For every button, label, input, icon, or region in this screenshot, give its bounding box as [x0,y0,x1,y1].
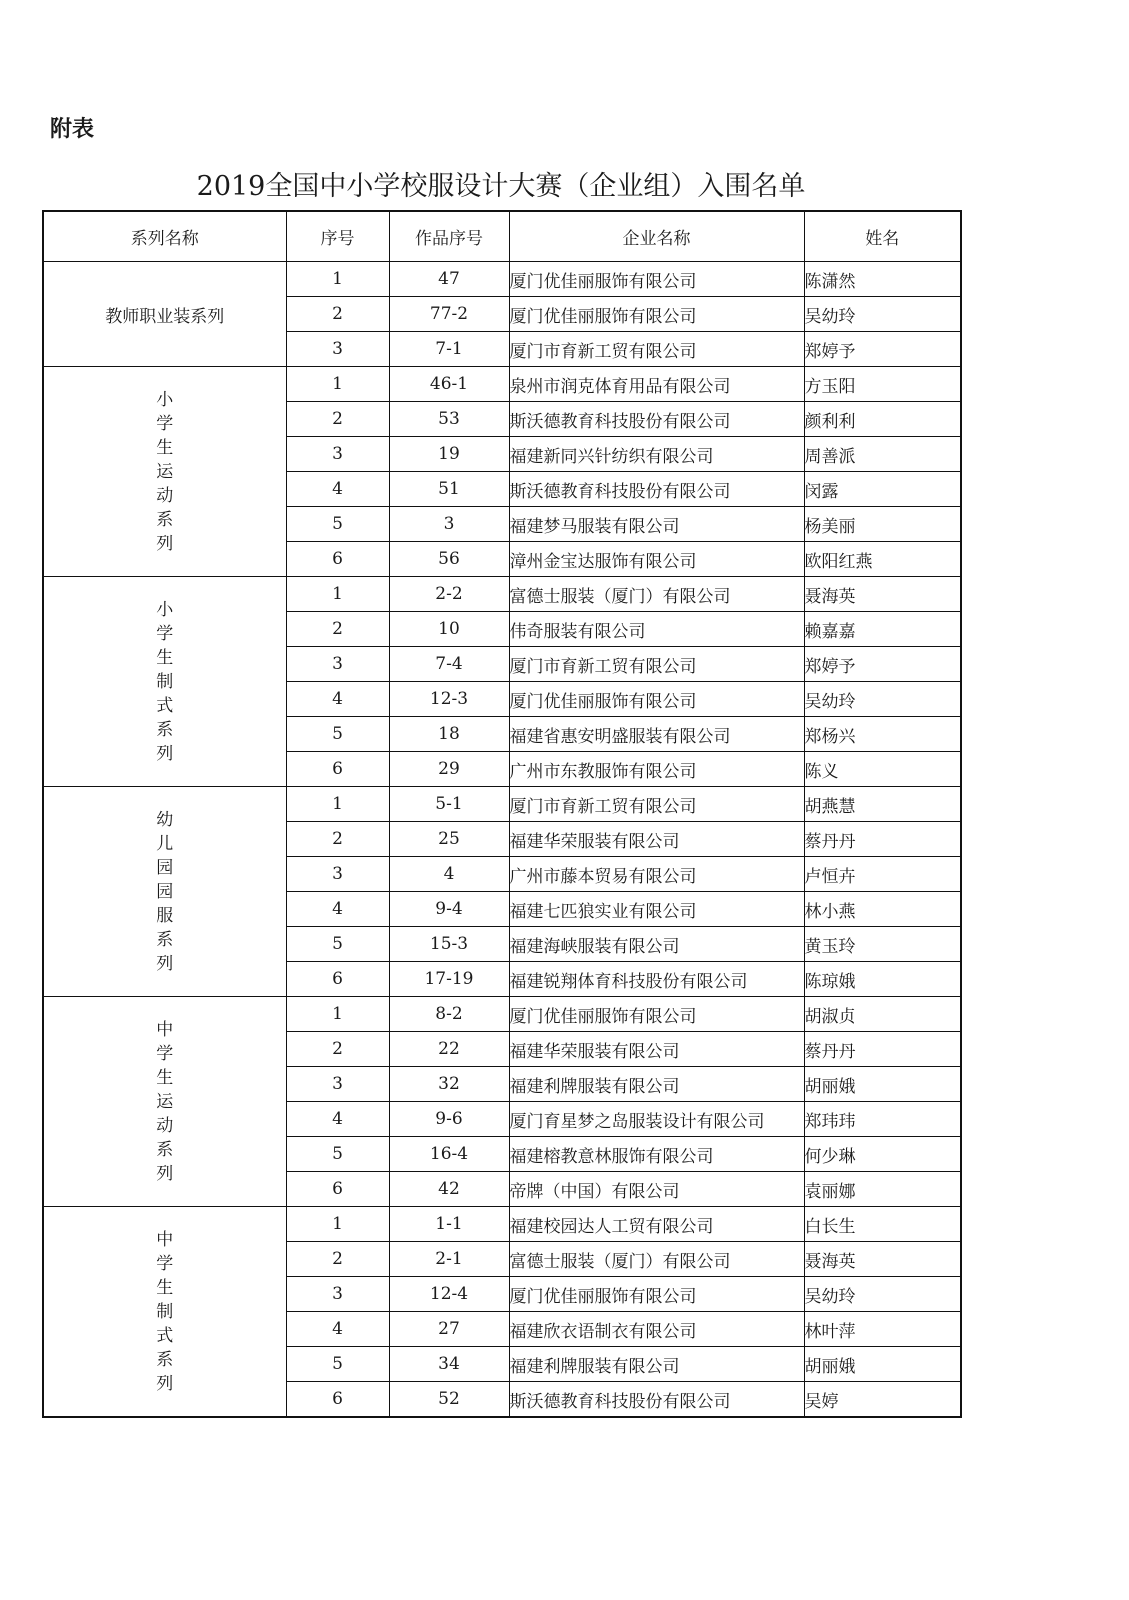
person-name: 白长生 [804,1207,961,1242]
row-number: 1 [286,997,389,1032]
row-number: 5 [286,507,389,542]
work-number: 25 [389,822,509,857]
company-name: 富德士服装（厦门）有限公司 [509,1242,804,1277]
person-name: 蔡丹丹 [804,822,961,857]
person-name: 何少琳 [804,1137,961,1172]
person-name: 陈琼娥 [804,962,961,997]
person-name: 陈义 [804,752,961,787]
finalist-table [42,210,962,1418]
person-name: 胡淑贞 [804,997,961,1032]
table-row [43,787,961,822]
person-name: 黄玉玲 [804,927,961,962]
series-name-cell [43,1207,286,1418]
work-number: 27 [389,1312,509,1347]
work-number: 18 [389,717,509,752]
series-name: 中学生运动系列 [156,1019,174,1184]
work-number: 56 [389,542,509,577]
row-number: 4 [286,1102,389,1137]
company-name: 广州市藤本贸易有限公司 [509,857,804,892]
company-name: 斯沃德教育科技股份有限公司 [509,402,804,437]
company-name: 厦门市育新工贸有限公司 [509,332,804,367]
row-number: 2 [286,612,389,647]
company-name: 厦门优佳丽服饰有限公司 [509,1277,804,1312]
work-number: 17-19 [389,962,509,997]
row-number: 2 [286,1032,389,1067]
company-name: 厦门优佳丽服饰有限公司 [509,297,804,332]
row-number: 5 [286,1347,389,1382]
person-name: 林小燕 [804,892,961,927]
row-number: 2 [286,297,389,332]
work-number: 32 [389,1067,509,1102]
row-number: 2 [286,1242,389,1277]
person-name: 陈潇然 [804,262,961,297]
row-number: 4 [286,472,389,507]
person-name: 周善派 [804,437,961,472]
row-number: 1 [286,1207,389,1242]
company-name: 福建榕教意林服饰有限公司 [509,1137,804,1172]
company-name: 厦门优佳丽服饰有限公司 [509,682,804,717]
work-number: 15-3 [389,927,509,962]
person-name: 胡丽娥 [804,1067,961,1102]
series-name: 中学生制式系列 [156,1229,174,1394]
row-number: 3 [286,647,389,682]
company-name: 福建华荣服装有限公司 [509,822,804,857]
work-number: 52 [389,1382,509,1418]
row-number: 6 [286,1172,389,1207]
row-number: 1 [286,262,389,297]
row-number: 6 [286,962,389,997]
work-number: 77-2 [389,297,509,332]
table-row [43,577,961,612]
person-name: 林叶萍 [804,1312,961,1347]
series-name: 小学生运动系列 [156,389,174,554]
table-header-row [43,211,961,262]
company-name: 富德士服装（厦门）有限公司 [509,577,804,612]
work-number: 5-1 [389,787,509,822]
company-name: 福建新同兴针纺织有限公司 [509,437,804,472]
person-name: 胡燕慧 [804,787,961,822]
person-name: 方玉阳 [804,367,961,402]
annex-label: 附表 [50,117,95,142]
row-number: 2 [286,822,389,857]
person-name: 袁丽娜 [804,1172,961,1207]
company-name: 福建华荣服装有限公司 [509,1032,804,1067]
row-number: 4 [286,892,389,927]
row-number: 3 [286,1067,389,1102]
work-number: 10 [389,612,509,647]
series-name-cell [43,577,286,787]
person-name: 吴幼玲 [804,682,961,717]
person-name: 聂海英 [804,577,961,612]
person-name: 吴幼玲 [804,297,961,332]
series-name: 教师职业装系列 [105,306,225,327]
person-name: 赖嘉嘉 [804,612,961,647]
work-number: 53 [389,402,509,437]
person-name: 郑婷予 [804,647,961,682]
row-number: 1 [286,577,389,612]
company-name: 福建利牌服装有限公司 [509,1067,804,1102]
work-number: 4 [389,857,509,892]
series-name-cell [43,367,286,577]
row-number: 3 [286,332,389,367]
row-number: 5 [286,927,389,962]
company-name: 厦门市育新工贸有限公司 [509,647,804,682]
table-row [43,262,961,297]
company-name: 福建七匹狼实业有限公司 [509,892,804,927]
company-name: 福建海峡服装有限公司 [509,927,804,962]
work-number: 2-2 [389,577,509,612]
work-number: 1-1 [389,1207,509,1242]
series-name-cell [43,787,286,997]
person-name: 欧阳红燕 [804,542,961,577]
person-name: 郑杨兴 [804,717,961,752]
table-row [43,367,961,402]
table-body [43,262,961,1418]
work-number: 19 [389,437,509,472]
company-name: 伟奇服装有限公司 [509,612,804,647]
series-name-cell [43,997,286,1207]
header-work-no: 作品序号 [389,211,509,262]
table-row [43,997,961,1032]
header-company: 企业名称 [509,211,804,262]
work-number: 47 [389,262,509,297]
person-name: 闵露 [804,472,961,507]
person-name: 吴婷 [804,1382,961,1418]
company-name: 厦门优佳丽服饰有限公司 [509,997,804,1032]
row-number: 3 [286,437,389,472]
page-title: 2019全国中小学校服设计大赛（企业组）入围名单 [196,171,806,202]
work-number: 2-1 [389,1242,509,1277]
row-number: 4 [286,1312,389,1347]
person-name: 吴幼玲 [804,1277,961,1312]
work-number: 9-6 [389,1102,509,1137]
row-number: 6 [286,542,389,577]
work-number: 34 [389,1347,509,1382]
row-number: 2 [286,402,389,437]
work-number: 3 [389,507,509,542]
company-name: 福建校园达人工贸有限公司 [509,1207,804,1242]
person-name: 颜利利 [804,402,961,437]
table-row [43,1207,961,1242]
company-name: 福建欣衣语制衣有限公司 [509,1312,804,1347]
person-name: 聂海英 [804,1242,961,1277]
person-name: 胡丽娥 [804,1347,961,1382]
work-number: 22 [389,1032,509,1067]
row-number: 4 [286,682,389,717]
company-name: 泉州市润克体育用品有限公司 [509,367,804,402]
series-name-cell [43,262,286,367]
company-name: 厦门市育新工贸有限公司 [509,787,804,822]
header-name: 姓名 [804,211,961,262]
row-number: 1 [286,367,389,402]
row-number: 6 [286,1382,389,1418]
person-name: 杨美丽 [804,507,961,542]
company-name: 福建省惠安明盛服装有限公司 [509,717,804,752]
company-name: 斯沃德教育科技股份有限公司 [509,472,804,507]
company-name: 福建利牌服装有限公司 [509,1347,804,1382]
work-number: 29 [389,752,509,787]
work-number: 7-4 [389,647,509,682]
work-number: 46-1 [389,367,509,402]
row-number: 1 [286,787,389,822]
work-number: 51 [389,472,509,507]
row-number: 5 [286,717,389,752]
row-number: 3 [286,1277,389,1312]
person-name: 郑婷予 [804,332,961,367]
company-name: 厦门优佳丽服饰有限公司 [509,262,804,297]
work-number: 42 [389,1172,509,1207]
work-number: 9-4 [389,892,509,927]
work-number: 16-4 [389,1137,509,1172]
company-name: 厦门育星梦之岛服装设计有限公司 [509,1102,804,1137]
row-number: 5 [286,1137,389,1172]
company-name: 福建锐翔体育科技股份有限公司 [509,962,804,997]
header-no: 序号 [286,211,389,262]
row-number: 6 [286,752,389,787]
company-name: 漳州金宝达服饰有限公司 [509,542,804,577]
company-name: 帝牌（中国）有限公司 [509,1172,804,1207]
series-name: 幼儿园园服系列 [156,809,174,974]
company-name: 广州市东教服饰有限公司 [509,752,804,787]
row-number: 3 [286,857,389,892]
work-number: 12-4 [389,1277,509,1312]
header-series: 系列名称 [43,211,286,262]
work-number: 8-2 [389,997,509,1032]
series-name: 小学生制式系列 [156,599,174,764]
work-number: 12-3 [389,682,509,717]
company-name: 斯沃德教育科技股份有限公司 [509,1382,804,1418]
person-name: 卢恒卉 [804,857,961,892]
work-number: 7-1 [389,332,509,367]
person-name: 蔡丹丹 [804,1032,961,1067]
person-name: 郑玮玮 [804,1102,961,1137]
company-name: 福建梦马服装有限公司 [509,507,804,542]
